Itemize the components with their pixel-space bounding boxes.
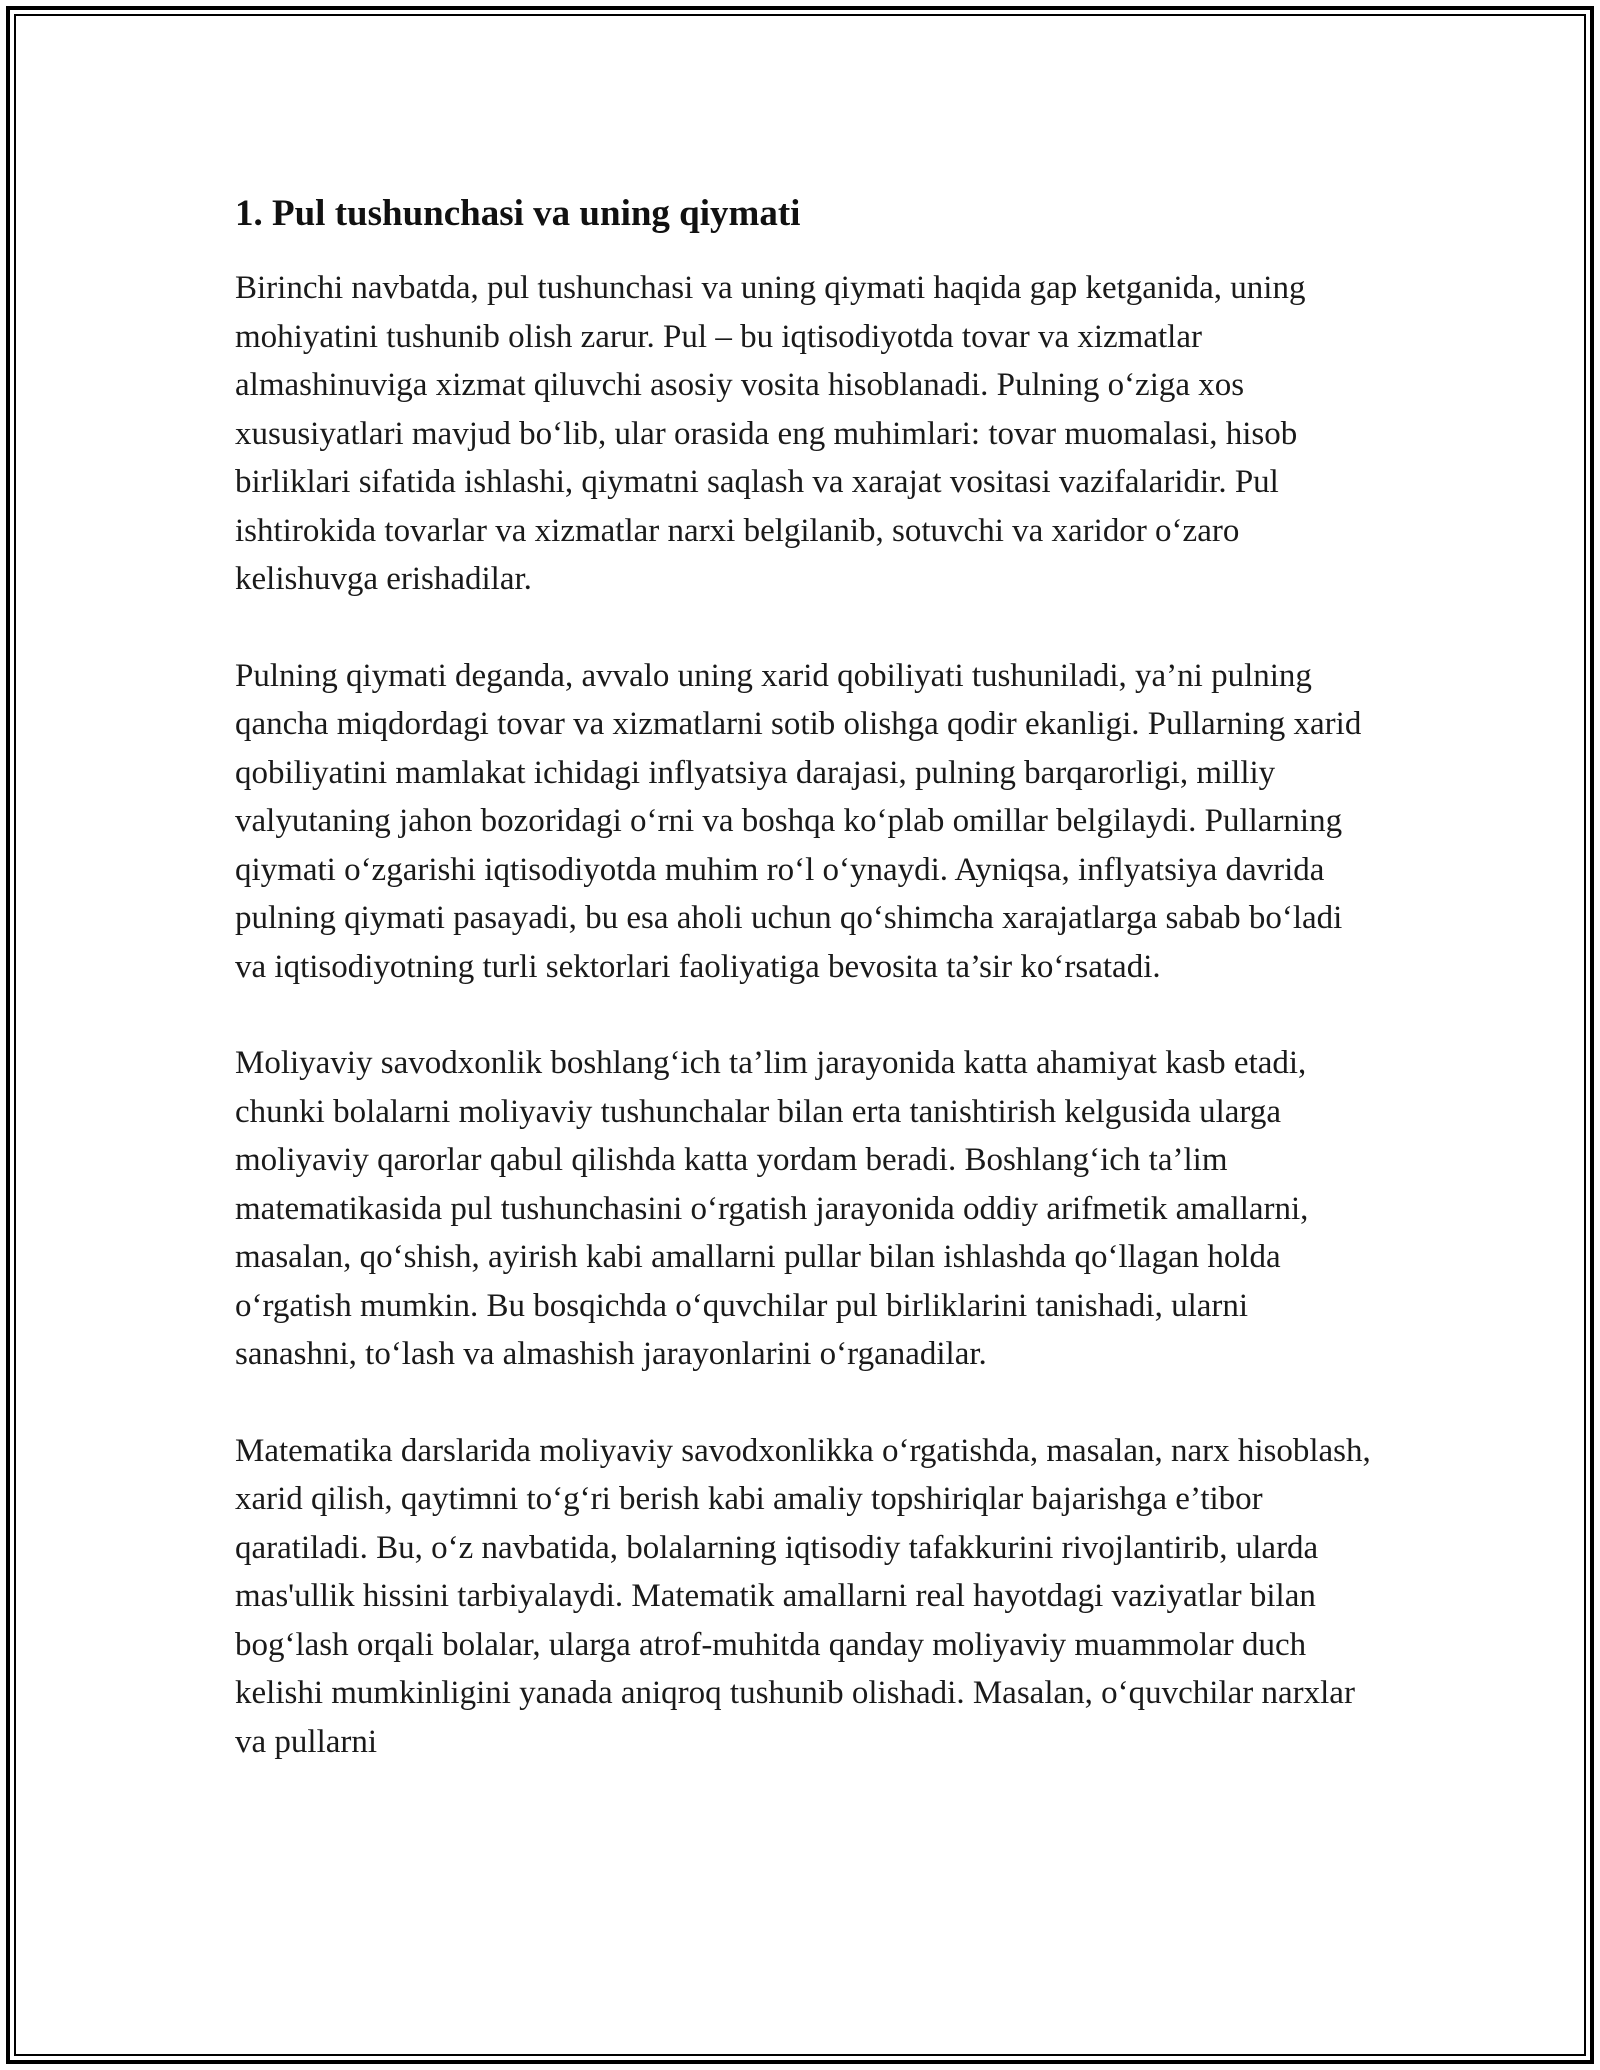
document-body [235,190,1375,1766]
paragraph-3: Moliyaviy savodxonlik boshlang‘ich ta’lim jarayonida katta ahamiyat kasb etadi, chunki bolalarni moliyaviy tushunchalar bilan erta tanishtirish kelgusida ularga moliyaviy qarorlar qabul qilishda katta yordam beradi. Boshlang‘ich ta’lim matematikasida pul tushunchasini o‘rgatish jarayonida oddiy arifmetik amallarni, masalan, qo‘shish, ayirish kabi amallarni pullar bilan ishlashda qo‘llagan holda o‘rgatish mumkin. Bu bosqichda o‘quvchilar pul birliklarini tanishadi, ularni sanashni, to‘lash va almashish jarayonlarini o‘rganadilar. [235,1045,1309,1372]
paragraph-2: Pulning qiymati deganda, avvalo uning xarid qobiliyati tushuniladi, ya’ni pulning qancha miqdordagi tovar va xizmatlarni sotib olishga qodir ekanligi. Pullarning xarid qobiliyatini mamlakat ichidagi inflyatsiya darajasi, pulning barqarorligi, milliy valyutaning jahon bozoridagi o‘rni va boshqa ko‘plab omillar belgilaydi. Pullarning qiymati o‘zgarishi iqtisodiyotda muhim ro‘l o‘ynaydi. Ayniqsa, inflyatsiya davrida pulning qiymati pasayadi, bu esa aholi uchun qo‘shimcha xarajatlarga sabab bo‘ladi va iqtisodiyotning turli sektorlari faoliyatiga bevosita ta’sir ko‘rsatadi. [235,657,1362,985]
paragraph-4: Matematika darslarida moliyaviy savodxonlikka o‘rgatishda, masalan, narx hisoblash, xarid qilish, qaytimni to‘g‘ri berish kabi amaliy topshiriqlar bajarishga e’tibor qaratiladi. Bu, o‘z navbatida, bolalarning iqtisodiy tafakkurini rivojlantirib, ularda mas'ullik hissini tarbiyalaydi. Matematik amallarni real hayotdagi vaziyatlar bilan bog‘lash orqali bolalar, ularga atrof-muhitda qanday moliyaviy muammolar duch kelishi mumkinligini yanada aniqroq tushunib olishadi. Masalan, o‘quvchilar narxlar va pullarni [235,1432,1371,1760]
paragraph-1: Birinchi navbatda, pul tushunchasi va uning qiymati haqida gap ketganida, uning mohiyatini tushunib olish zarur. Pul – bu iqtisodiyotda tovar va xizmatlar almashinuviga xizmat qiluvchi asosiy vosita hisoblanadi. Pulning o‘ziga xos xususiyatlari mavjud bo‘lib, ular orasida eng muhimlari: tovar muomalasi, hisob birliklari sifatida ishlashi, qiymatni saqlash va xarajat vositasi vazifalaridir. Pul ishtirokida tovarlar va xizmatlar narxi belgilanib, sotuvchi va xaridor o‘zaro kelishuvga erishadilar. [235,270,1306,597]
section-heading: 1. Pul tushunchasi va uning qiymati [235,193,801,234]
